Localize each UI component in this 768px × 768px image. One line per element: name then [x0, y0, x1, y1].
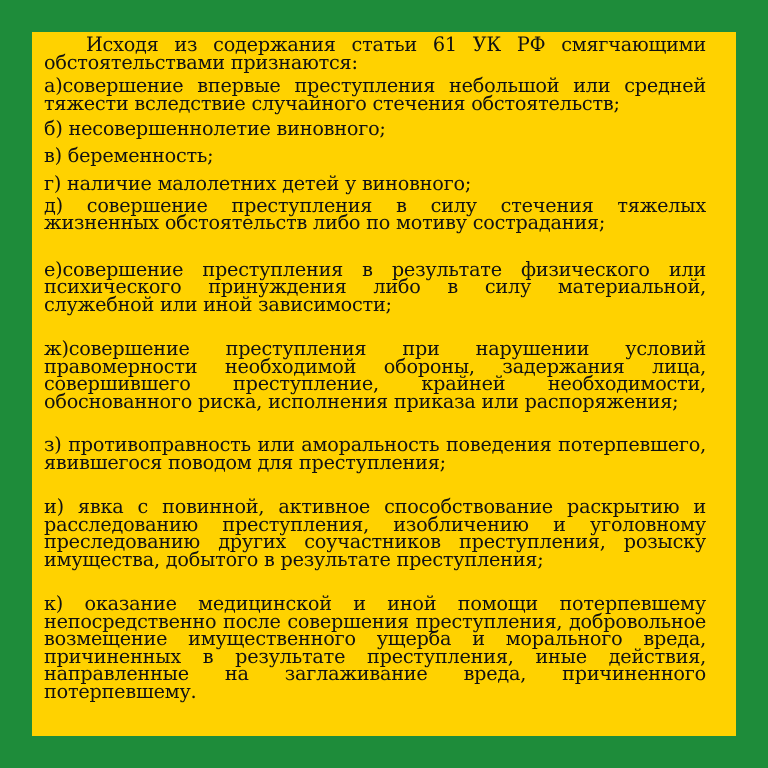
item-v: в) беременность;	[44, 143, 214, 167]
item-z: з) противоправность или аморальность поведения потерпевшего, явившегося поводом для преступления;	[44, 433, 706, 474]
item-b: б) несовершеннолетие виновного;	[44, 117, 386, 140]
item-zh: ж)совершение преступления при нарушении условий правомерности необходимой обороны, задержания лица, совершившего преступление, крайней необходимости, обоснованного риска, исполнения приказа или распоряжения;	[44, 337, 706, 413]
item-i: и) явка с повинной, активное способствование раскрытию и расследованию преступления, изобличению и уголовному преследованию других соучастников преступления, розыску имущества, добытого в результате преступления;	[44, 495, 706, 571]
item-k: к) оказание медицинской и иной помощи потерпевшему непосредственно после совершения преступления, добровольное возмещение имущественного ущерба и морального вреда, причиненных в результате преступления, иные действия, направленные на заглаживание вреда, причиненного потерпевшему.	[44, 592, 706, 703]
item-g: г) наличие малолетних детей у виновного;	[44, 172, 472, 195]
item-a: а)совершение впервые преступления небольшой или средней тяжести вследствие случайного стечения обстоятельств;	[44, 74, 706, 115]
item-e: е)совершение преступления в результате физического или психического принуждения либо в силу материальной, служебной или иной зависимости;	[44, 257, 706, 316]
intro-paragraph: Исходя из содержания статьи 61 УК РФ смягчающими обстоятельствами признаются:	[44, 33, 706, 74]
item-d: д) совершение преступления в силу стечения тяжелых жизненных обстоятельств либо по мотиву сострадания;	[44, 193, 706, 234]
text-card	[32, 32, 736, 736]
